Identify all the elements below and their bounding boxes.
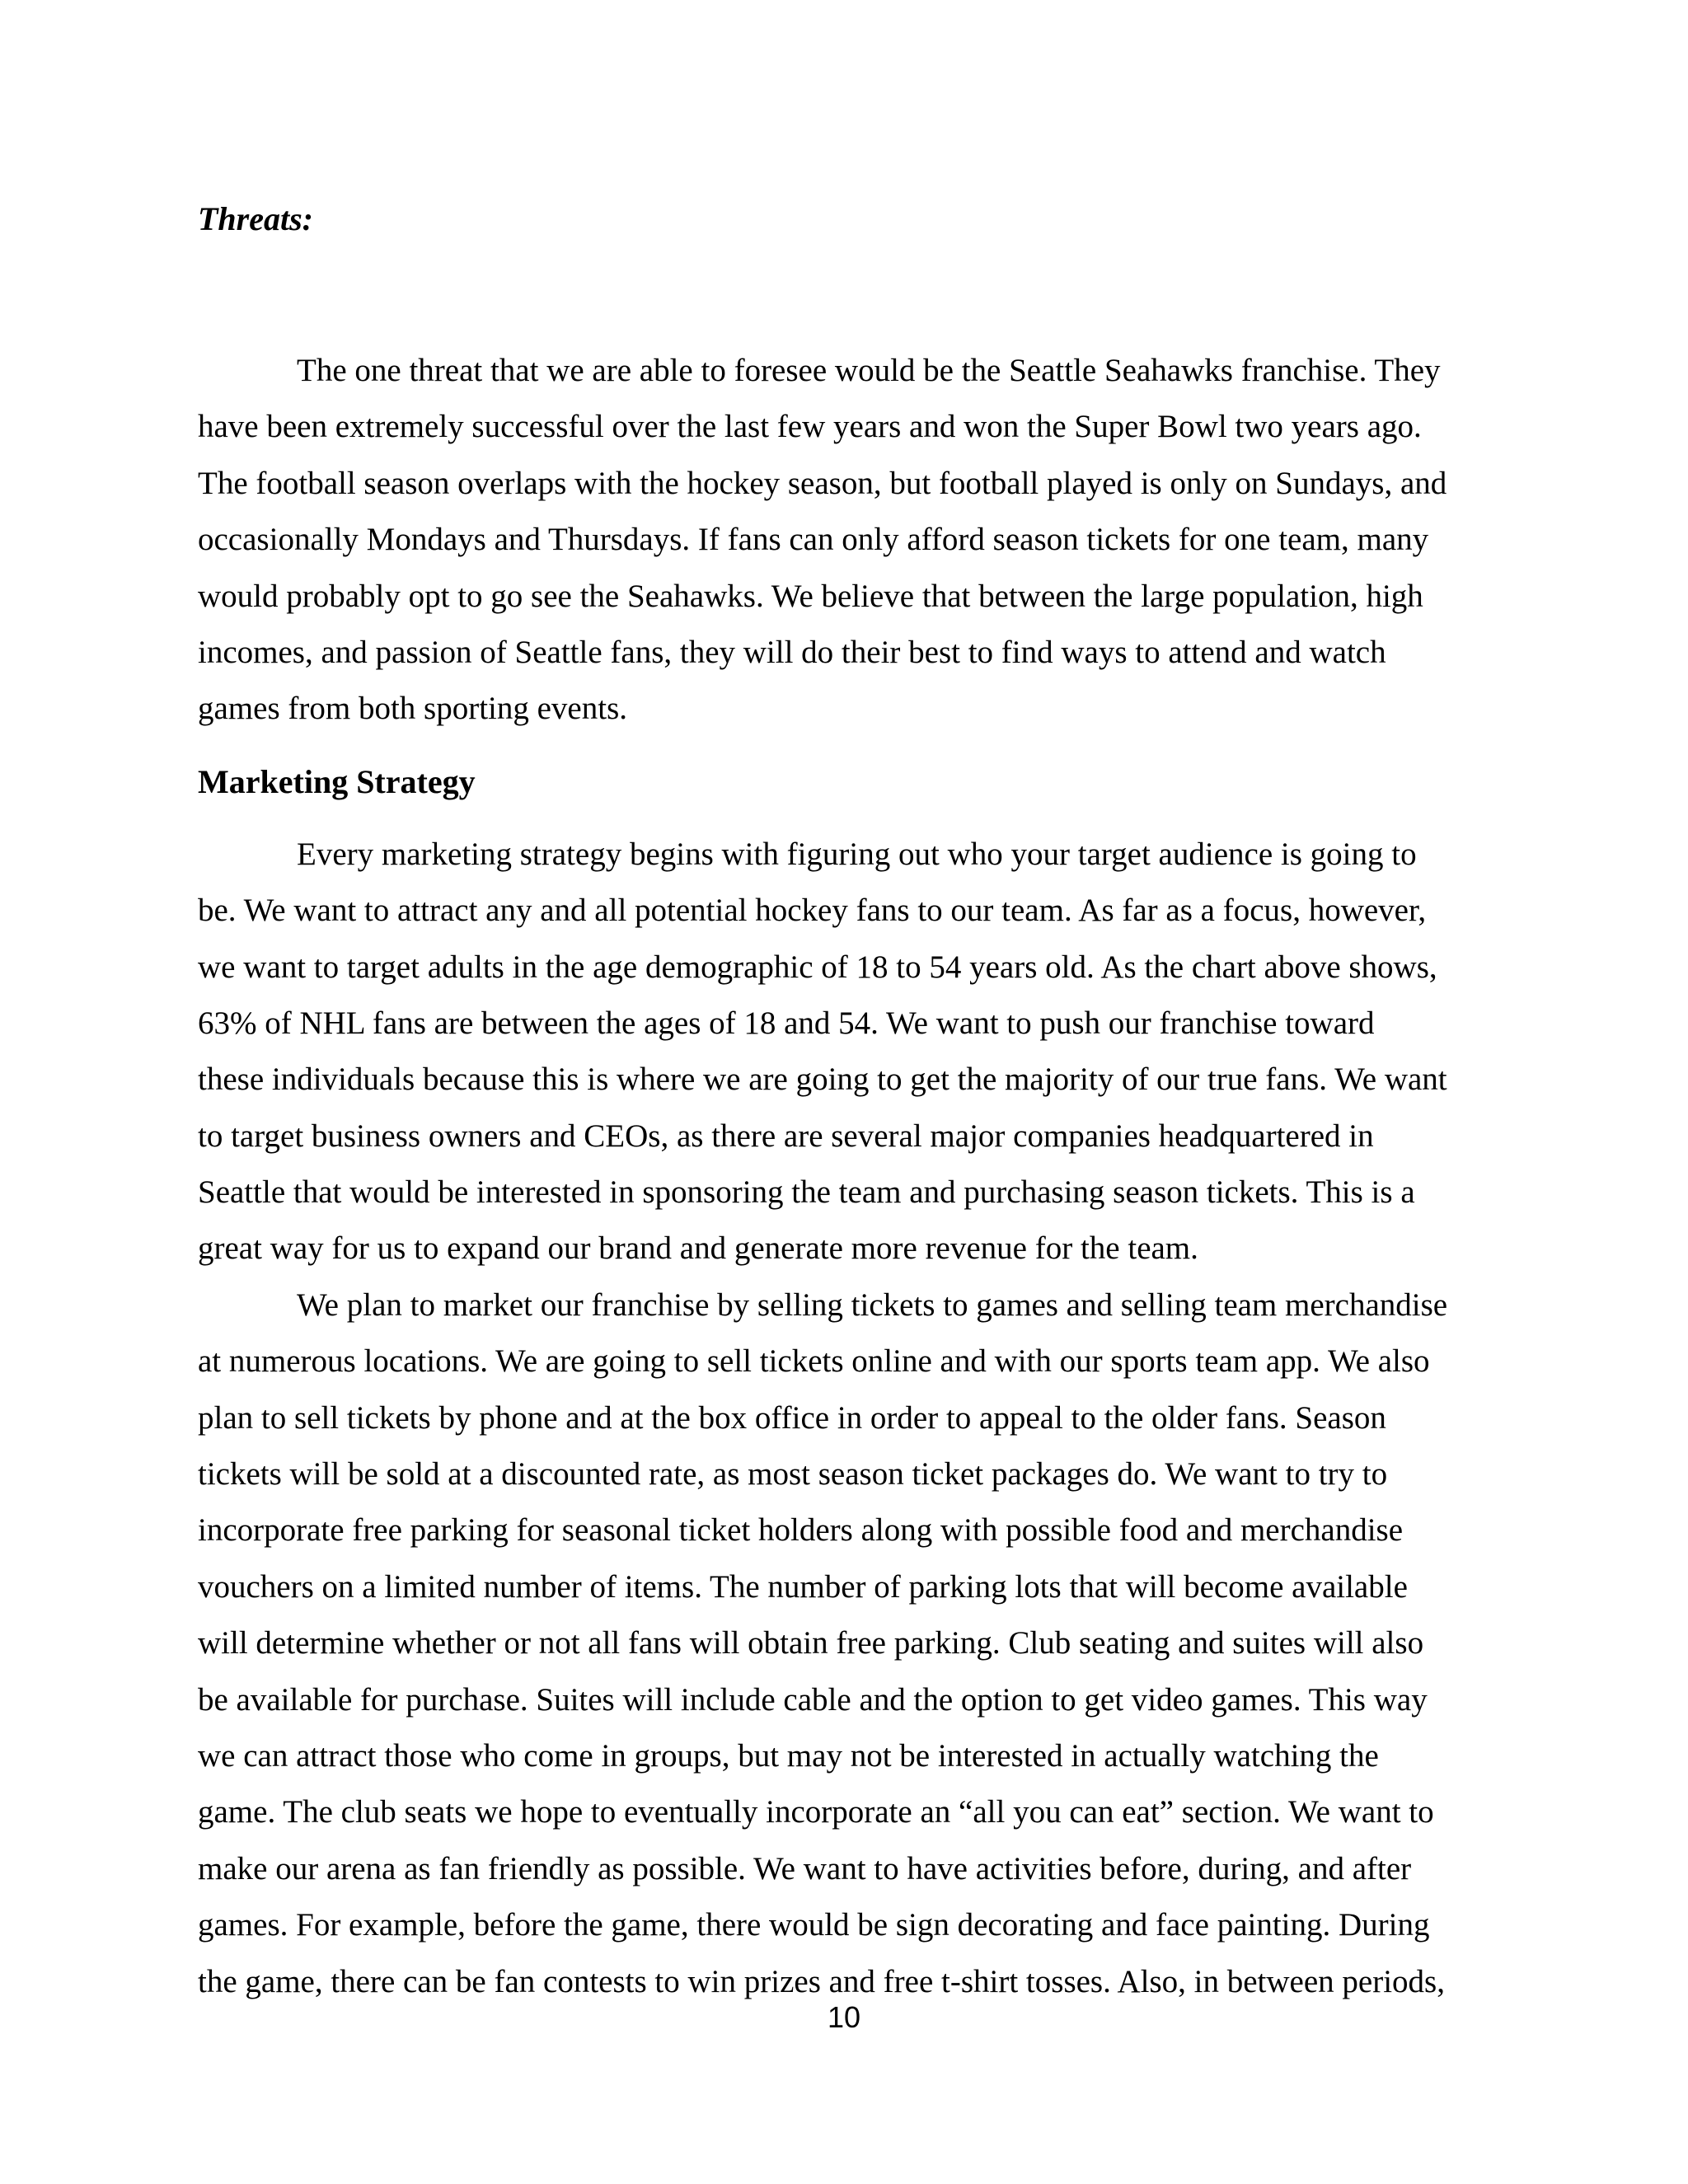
spacer (198, 738, 1484, 754)
text-line: be available for purchase. Suites will include cable and the option to get video games. This way (198, 1681, 1428, 1718)
text-line: will determine whether or not all fans will obtain free parking. Club seating and suites will also (198, 1625, 1424, 1661)
text-line: Seattle that would be interested in sponsoring the team and purchasing season tickets. This is a (198, 1174, 1415, 1211)
marketing-paragraph-2 (198, 1277, 1484, 2010)
text-line: tickets will be sold at a discounted rate, as most season ticket packages do. We want to try to (198, 1456, 1388, 1493)
text-line: make our arena as fan friendly as possible. We want to have activities before, during, and after (198, 1850, 1412, 1886)
text-line: the game, there can be fan contests to win prizes and free t-shirt tosses. Also, in between periods, (198, 1963, 1445, 1999)
spacer (198, 810, 1484, 827)
text-line: 63% of NHL fans are between the ages of 18 and 54. We want to push our franchise toward (198, 1005, 1375, 1041)
text-line: have been extremely successful over the last few years and won the Super Bowl two years ago. (198, 409, 1422, 445)
text-line: games from both sporting events. (198, 691, 627, 727)
text-line: these individuals because this is where we are going to get the majority of our true fans. We want (198, 1062, 1447, 1098)
text-line: occasionally Mondays and Thursdays. If fans can only afford season tickets for one team, many (198, 522, 1429, 558)
marketing-paragraph-1 (198, 827, 1484, 1277)
text-line: we want to target adults in the age demographic of 18 to 54 years old. As the chart above shows, (198, 949, 1437, 985)
text-line: great way for us to expand our brand and generate more revenue for the team. (198, 1230, 1198, 1267)
text-line: incorporate free parking for seasonal ticket holders along with possible food and merchandise (198, 1512, 1404, 1549)
text-line: plan to sell tickets by phone and at the box office in order to appeal to the older fans. Season (198, 1399, 1386, 1436)
text-line: we can attract those who come in groups, but may not be interested in actually watching the (198, 1737, 1379, 1774)
text-line: game. The club seats we hope to eventually incorporate an “all you can eat” section. We want to (198, 1794, 1434, 1830)
page-number: 10 (827, 2000, 861, 2034)
spacer (198, 247, 1484, 343)
text-line: We plan to market our franchise by selling tickets to games and selling team merchandise (297, 1286, 1448, 1323)
text-line: incomes, and passion of Seattle fans, they will do their best to find ways to attend and watch (198, 634, 1386, 670)
text-line: The one threat that we are able to foresee would be the Seattle Seahawks franchise. They (297, 353, 1441, 388)
text-line: The football season overlaps with the hockey season, but football played is only on Sundays, and (198, 465, 1447, 501)
text-line: games. For example, before the game, there would be sign decorating and face painting. During (198, 1907, 1430, 1943)
text-line: would probably opt to go see the Seahawks. We believe that between the large population, high (198, 578, 1423, 614)
text-line: vouchers on a limited number of items. The number of parking lots that will become available (198, 1568, 1408, 1605)
text-line: Every marketing strategy begins with figuring out who your target audience is going to (297, 836, 1417, 872)
text-line: be. We want to attract any and all potential hockey fans to our team. As far as a focus, however, (198, 893, 1427, 929)
threats-heading: Threats: (198, 200, 313, 237)
text-line: at numerous locations. We are going to sell tickets online and with our sports team app. We also (198, 1343, 1430, 1380)
text-line: to target business owners and CEOs, as there are several major companies headquartered in (198, 1118, 1374, 1154)
page-content (198, 191, 1484, 2010)
threats-paragraph (198, 343, 1484, 738)
marketing-strategy-heading: Marketing Strategy (198, 762, 476, 800)
